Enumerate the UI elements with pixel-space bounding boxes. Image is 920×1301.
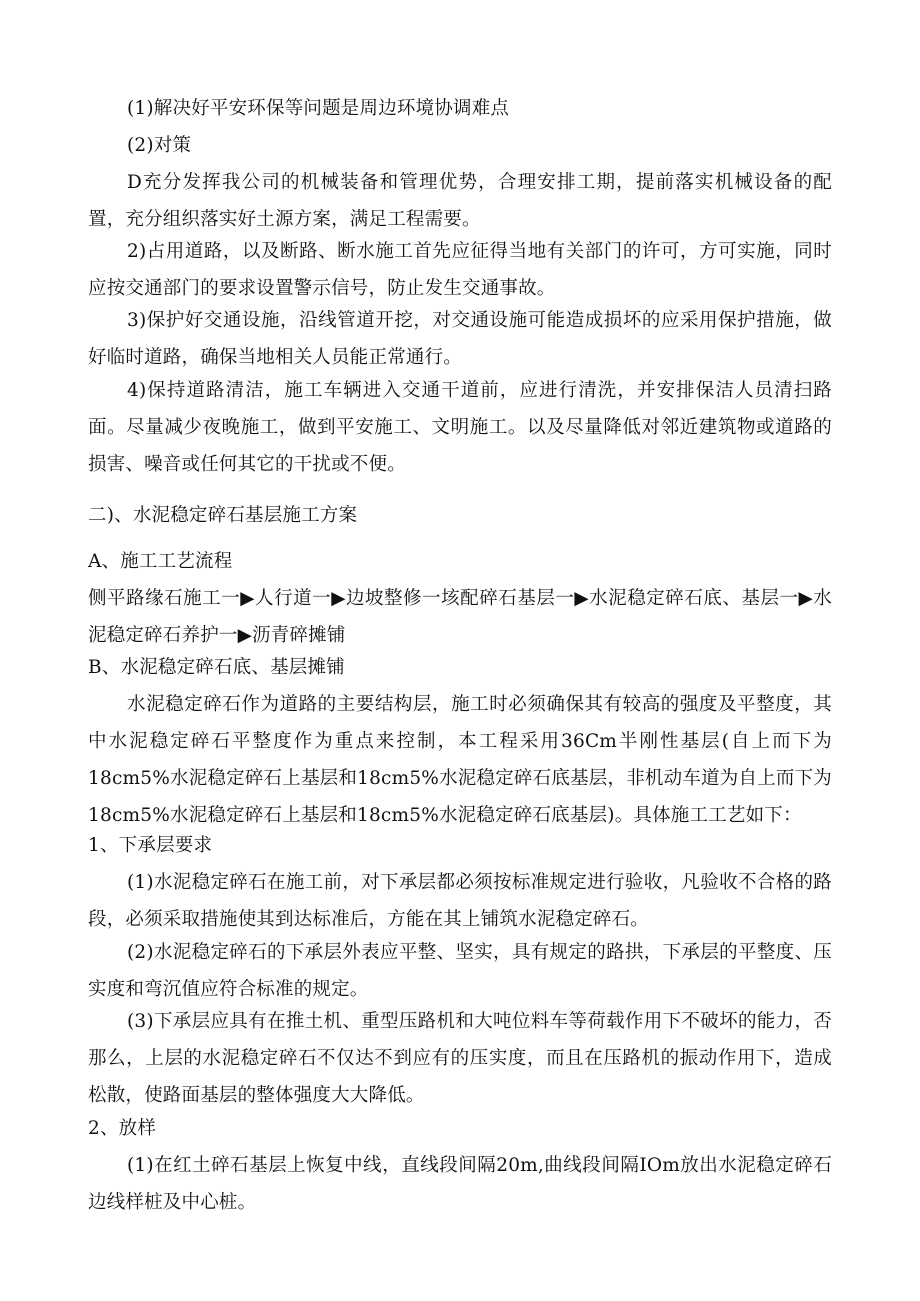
paragraph-environment-difficulty: (1)解决好平安环保等问题是周边环境协调难点 (127, 98, 510, 119)
paragraph-measure-1: D充分发挥我公司的机械装备和管理优势，合理安排工期，提前落实机械设备的配置，充分组织落实好土源方案，满足工程需要。 (88, 172, 832, 230)
heading-paving: B、水泥稳定碎石底、基层摊铺 (88, 657, 345, 678)
paragraph-process-flow: 侧平路缘石施工一▶人行道一▶边坡整修一垓配碎石基层一▶水泥稳定碎石底、基层一▶水泥稳定碎石养护一▶沥青碎摊铺 (88, 588, 832, 646)
paragraph-measure-4: 4)保持道路清洁，施工车辆进入交通干道前，应进行清洗，并安排保洁人员清扫路面。尽量减少夜晚施工，做到平安施工、文明施工。以及尽量降低对邻近建筑物或道路的损害、噪音或任何其它的干扰或不便。 (88, 380, 832, 475)
section-heading-cement-base: 二)、水泥稳定碎石基层施工方案 (88, 505, 358, 526)
paragraph-staking-1: (1)在红土碎石基层上恢复中线，直线段间隔20m,曲线段间隔IOm放出水泥稳定碎石边线样桩及中心桩。 (88, 1155, 832, 1213)
paragraph-substrate-3: (3)下承层应具有在推土机、重型压路机和大吨位料车等荷载作用下不破坏的能力，否那么，上层的水泥稳定碎石不仅达不到应有的压实度，而且在压路机的振动作用下，造成松散，使路面基层的整体强度大大降低。 (88, 1011, 832, 1106)
paragraph-substrate-1: (1)水泥稳定碎石在施工前，对下承层都必须按标准规定进行验收，凡验收不合格的路段，必须采取措施使其到达标准后，方能在其上铺筑水泥稳定碎石。 (88, 872, 832, 930)
heading-staking-out: 2、放样 (88, 1118, 157, 1139)
paragraph-countermeasures-title: (2)对策 (127, 135, 192, 156)
heading-process-flow: A、施工工艺流程 (88, 551, 233, 572)
paragraph-measure-3: 3)保护好交通设施，沿线管道开挖，对交通设施可能造成损坏的应采用保护措施，做好临时道路，确保当地相关人员能正常通行。 (88, 310, 832, 368)
paragraph-measure-2: 2)占用道路，以及断路、断水施工首先应征得当地有关部门的许可，方可实施，同时应按交通部门的要求设置警示信号，防止发生交通事故。 (88, 241, 832, 299)
paragraph-paving-description: 水泥稳定碎石作为道路的主要结构层，施工时必须确保其有较高的强度及平整度，其中水泥稳定碎石平整度作为重点来控制，本工程采用36Cm半刚性基层(自上而下为18cm5%水泥稳定碎石上基层和18cm5%水泥稳定碎石底基层，非机动车道为自上而下为18cm5%水泥稳定碎石上基层和18cm5%水泥稳定碎石底基层)。具体施工工艺如下： (88, 694, 832, 826)
heading-substrate-requirements: 1、下承层要求 (88, 835, 213, 856)
paragraph-substrate-2: (2)水泥稳定碎石的下承层外表应平整、坚实，具有规定的路拱，下承层的平整度、压实度和弯沉值应符合标准的规定。 (88, 942, 832, 1000)
